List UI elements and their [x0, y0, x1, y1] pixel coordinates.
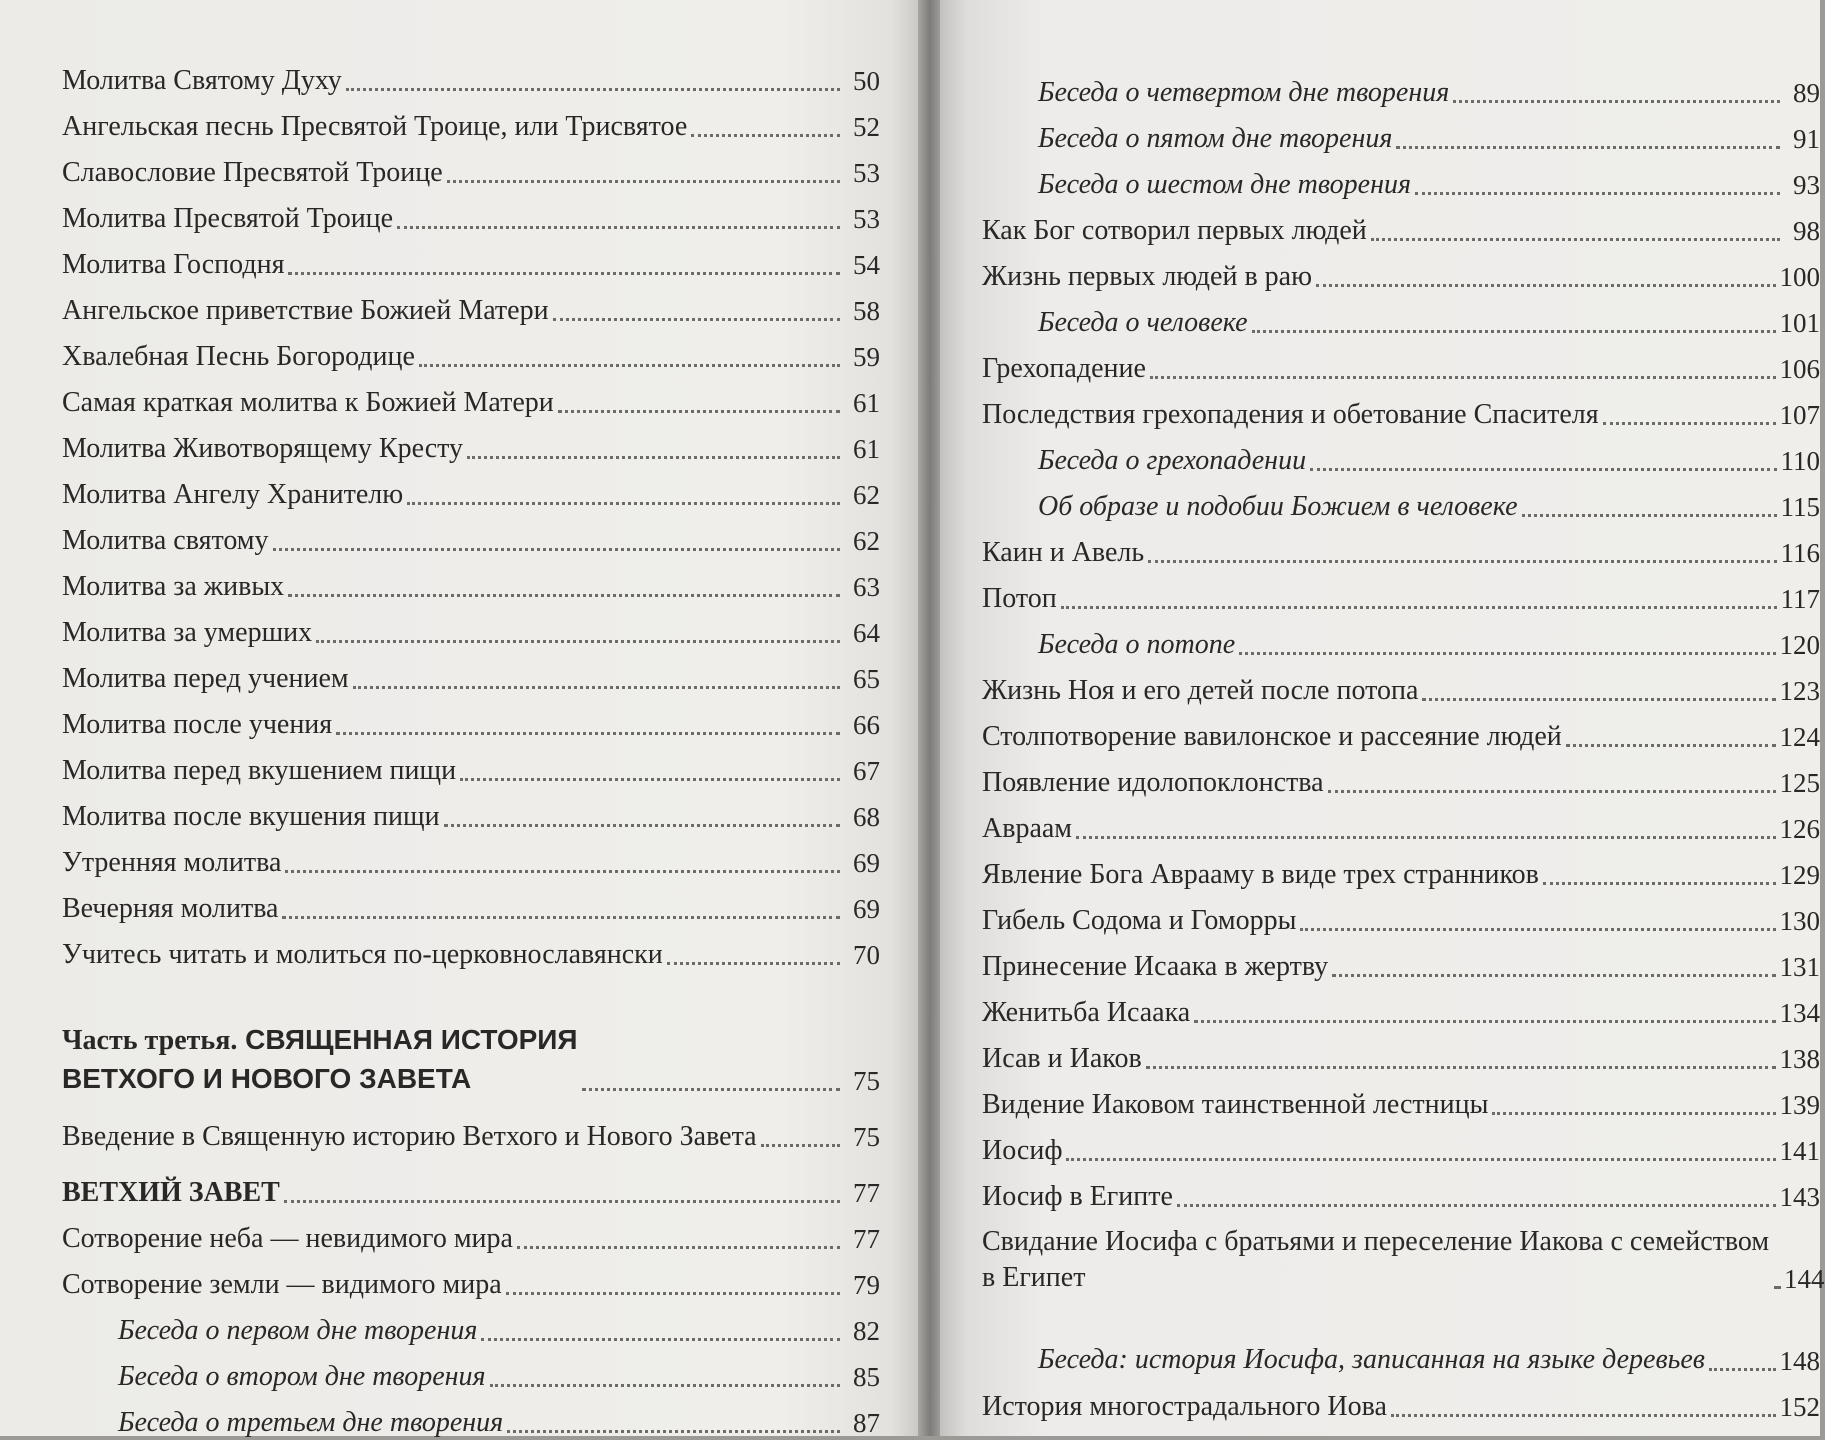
- entry-page-number: 130: [1779, 906, 1820, 936]
- toc-entry: [62, 466, 880, 512]
- entry-page-number: 66: [853, 710, 880, 740]
- toc-entry: [62, 1256, 880, 1302]
- entry-title: Ангельское приветствие Божией Матери: [62, 295, 549, 326]
- dot-leader: [419, 364, 840, 367]
- dot-leader: [1146, 1066, 1776, 1069]
- entry-title: Сотворение неба — невидимого мира: [62, 1223, 513, 1254]
- toc-entry: [982, 1378, 1820, 1424]
- dot-leader: [1148, 560, 1776, 563]
- dot-leader: [336, 732, 840, 735]
- entry-page-number: 68: [853, 802, 880, 832]
- entry-title: Жизнь Ноя и его детей после потопа: [982, 675, 1419, 706]
- dot-leader: [1774, 1286, 1780, 1289]
- entry-title: Введение в Священную историю Ветхого и Нового Завета: [62, 1121, 757, 1152]
- entry-page-number: 143: [1779, 1182, 1820, 1212]
- part-title: [62, 1021, 578, 1098]
- entry-page-number: 144: [1784, 1264, 1825, 1294]
- entry-title: Появление идолопоклонства: [982, 767, 1324, 798]
- entry-title: Молитва Животворящему Кресту: [62, 433, 463, 464]
- dot-leader: [761, 1144, 840, 1147]
- toc-entry: [982, 386, 1820, 432]
- toc-entry: [62, 98, 880, 144]
- dot-leader: [1522, 514, 1777, 517]
- entry-page-number: 58: [853, 296, 880, 326]
- dot-leader: [1328, 790, 1776, 793]
- entry-title: Беседа о грехопадении: [1038, 445, 1307, 476]
- dot-leader: [490, 1384, 840, 1387]
- toc-entry: [982, 202, 1820, 248]
- toc-entry: [62, 558, 880, 604]
- entry-page-number: 77: [853, 1224, 880, 1254]
- dot-leader: [444, 824, 840, 827]
- dot-leader: [517, 1246, 840, 1249]
- entry-title: Последствия грехопадения и обетование Спасителя: [982, 399, 1599, 430]
- toc-entry: [62, 788, 880, 834]
- entry-page-number: 141: [1779, 1136, 1820, 1166]
- toc-entry: [62, 742, 880, 788]
- toc-entry: [62, 328, 880, 374]
- dot-leader: [1310, 468, 1776, 471]
- entry-title: Беседа о первом дне творения: [118, 1315, 478, 1346]
- entry-page-number: 138: [1779, 1044, 1820, 1074]
- entry-page-number: 62: [853, 480, 880, 510]
- entry-page-number: 110: [1780, 446, 1820, 476]
- entry-title: Молитва Ангелу Хранителю: [62, 479, 404, 510]
- entry-page-number: 61: [853, 434, 880, 464]
- entry-page-number: 123: [1779, 676, 1820, 706]
- dot-leader: [467, 456, 840, 459]
- entry-title: Утренняя молитва: [62, 847, 282, 878]
- toc-entry: [62, 650, 880, 696]
- entry-title: Молитва Пресвятой Троице: [62, 203, 394, 234]
- part-title-line2: ВЕТХОГО И НОВОГО ЗАВЕТА: [62, 1063, 472, 1094]
- entry-title: Как Бог сотворил первых людей: [982, 215, 1367, 246]
- entry-page-number: 53: [853, 158, 880, 188]
- entry-page-number: 106: [1779, 354, 1820, 384]
- dot-leader: [284, 1200, 840, 1203]
- entry-page-number: 59: [853, 342, 880, 372]
- dot-leader: [691, 134, 840, 137]
- entry-page-number: 82: [853, 1316, 880, 1346]
- left-toc: [62, 52, 880, 1440]
- dot-leader: [1415, 192, 1780, 195]
- entry-title: Беседа: история Иосифа, записанная на языке деревьев: [1038, 1344, 1705, 1375]
- toc-entry: [982, 1076, 1820, 1122]
- entry-title: Молитва после учения: [62, 709, 333, 740]
- entry-title: Молитва за живых: [62, 571, 285, 602]
- entry-title: Принесение Исаака в жертву: [982, 951, 1329, 982]
- dot-leader: [1177, 1204, 1776, 1207]
- entry-page-number: 115: [1780, 492, 1820, 522]
- entry-page-number: 101: [1779, 308, 1820, 338]
- entry-page-number: 85: [853, 1362, 880, 1392]
- toc-entry: [62, 1394, 880, 1440]
- toc-entry: [62, 190, 880, 236]
- part-heading: [62, 1006, 880, 1098]
- toc-entry: [982, 708, 1820, 754]
- entry-page-number: 50: [853, 66, 880, 96]
- toc-entry: [62, 282, 880, 328]
- toc-entry: [982, 1296, 1820, 1378]
- entry-page-number: 64: [853, 618, 880, 648]
- toc-entry: [982, 662, 1820, 708]
- entry-title: Сотворение земли — видимого мира: [62, 1269, 502, 1300]
- entry-page-number: 79: [853, 1270, 880, 1300]
- entry-title: Жизнь первых людей в раю: [982, 261, 1313, 292]
- entry-page-number: 120: [1779, 630, 1820, 660]
- entry-page-number: 77: [853, 1178, 880, 1208]
- entry-title: Учитесь читать и молиться по-церковнославянски: [62, 939, 663, 970]
- entry-page-number: 67: [853, 756, 880, 786]
- entry-page-number: 116: [1780, 538, 1820, 568]
- dot-leader: [1061, 606, 1777, 609]
- entry-title: Иосиф в Египте: [982, 1181, 1173, 1212]
- toc-entry: [62, 236, 880, 282]
- entry-title: Женитьба Исаака: [982, 997, 1191, 1028]
- entry-title: Молитва перед учением: [62, 663, 349, 694]
- dot-leader: [1492, 1112, 1775, 1115]
- toc-entry: [982, 156, 1820, 202]
- entry-title: Авраам: [982, 813, 1073, 844]
- toc-entry: [982, 340, 1820, 386]
- entry-title: Беседа о четвертом дне творения: [1038, 77, 1450, 108]
- entry-page-number: 124: [1779, 722, 1820, 752]
- toc-entry: [982, 616, 1820, 662]
- entry-page-number: 61: [853, 388, 880, 418]
- toc-entry: [62, 1210, 880, 1256]
- entry-title: Беседа о человеке: [1038, 307, 1248, 338]
- entry-title: Беседа о третьем дне творения: [118, 1407, 504, 1438]
- entry-page-number: 89: [1793, 78, 1820, 108]
- entry-title: Видение Иаковом таинственной лестницы: [982, 1089, 1489, 1120]
- dot-leader: [285, 870, 840, 873]
- intro-entry: [62, 1108, 880, 1154]
- dot-leader: [553, 318, 840, 321]
- toc-entry: [62, 696, 880, 742]
- entry-page-number: 75: [853, 1122, 880, 1152]
- entry-page-number: 125: [1779, 768, 1820, 798]
- toc-entry: [982, 248, 1820, 294]
- entry-title: Иосиф: [982, 1135, 1063, 1166]
- toc-entry: [982, 524, 1820, 570]
- toc-entry: [62, 512, 880, 558]
- toc-entry: [982, 294, 1820, 340]
- entry-page-number: 129: [1779, 860, 1820, 890]
- dot-leader: [407, 502, 840, 505]
- toc-entry: [982, 64, 1820, 110]
- dot-leader: [288, 272, 840, 275]
- entry-title: Молитва Господня: [62, 249, 285, 280]
- dot-leader: [1396, 146, 1780, 149]
- toc-entry: [982, 846, 1820, 892]
- toc-entry: [62, 52, 880, 98]
- dot-leader: [397, 226, 840, 229]
- dot-leader: [506, 1292, 840, 1295]
- entry-title: Славословие Пресвятой Троице: [62, 157, 443, 188]
- entry-title: Молитва святому: [62, 525, 269, 556]
- entry-title: Об образе и подобии Божием в человеке: [1038, 491, 1518, 522]
- entry-title: Грехопадение: [982, 353, 1146, 384]
- toc-entry: [982, 754, 1820, 800]
- dot-leader: [1391, 1414, 1776, 1417]
- dot-leader: [507, 1430, 840, 1433]
- entry-title: Вечерняя молитва: [62, 893, 279, 924]
- entry-title: Беседа о потопе: [1038, 629, 1236, 660]
- dot-leader: [447, 180, 840, 183]
- dot-leader: [1422, 698, 1775, 701]
- entry-page-number: 70: [853, 940, 880, 970]
- entry-page-number: 53: [853, 204, 880, 234]
- entry-page-number: 148: [1779, 1346, 1820, 1376]
- dot-leader: [1150, 376, 1776, 379]
- entry-title: Каин и Авель: [982, 537, 1145, 568]
- entry-page-number: 134: [1779, 998, 1820, 1028]
- entry-title: Ангельская песнь Пресвятой Троице, или Трисвятое: [62, 111, 688, 142]
- dot-leader: [1566, 744, 1776, 747]
- entry-page-number: 62: [853, 526, 880, 556]
- toc-entry: [982, 1122, 1820, 1168]
- toc-entry: [62, 880, 880, 926]
- part-title-line1: СВЯЩЕННАЯ ИСТОРИЯ: [245, 1024, 578, 1055]
- entry-title: Свидание Иосифа с братьями и переселение Иакова с семейством в Египет: [982, 1226, 1770, 1293]
- dot-leader: [1316, 284, 1775, 287]
- toc-entry: [982, 892, 1820, 938]
- entry-title: ВЕТХИЙ ЗАВЕТ: [62, 1177, 280, 1208]
- entry-title: Хвалебная Песнь Богородице: [62, 341, 415, 372]
- entry-title: Молитва после вкушения пищи: [62, 801, 440, 832]
- entry-page-number: 98: [1793, 216, 1820, 246]
- toc-entry: [62, 420, 880, 466]
- dot-leader: [667, 962, 840, 965]
- toc-entry: [62, 834, 880, 880]
- dot-leader: [1252, 330, 1776, 333]
- right-page: [940, 0, 1825, 1436]
- dot-leader: [1709, 1368, 1776, 1371]
- part-lead: Часть третья.: [62, 1025, 238, 1056]
- entry-page-number: 131: [1779, 952, 1820, 982]
- entry-page-number: 69: [853, 894, 880, 924]
- entry-title: Столпотворение вавилонское и рассеяние людей: [982, 721, 1562, 752]
- dot-leader: [1066, 1158, 1775, 1161]
- entry-title: Беседа о втором дне творения: [118, 1361, 486, 1392]
- entry-title: Явление Бога Аврааму в виде трех странников: [982, 859, 1539, 890]
- entry-title: Потоп: [982, 583, 1057, 614]
- dot-leader: [316, 640, 840, 643]
- toc-entry: [62, 144, 880, 190]
- dot-leader: [1371, 238, 1780, 241]
- entry-page-number: 52: [853, 112, 880, 142]
- entry-page-number: 100: [1779, 262, 1820, 292]
- book-gutter: [918, 0, 942, 1436]
- entry-title: Беседа о пятом дне творения: [1038, 123, 1393, 154]
- toc-entry: [62, 604, 880, 650]
- entry-page-number: 69: [853, 848, 880, 878]
- dot-leader: [1453, 100, 1780, 103]
- right-toc: [982, 64, 1825, 1424]
- dot-leader: [1543, 882, 1776, 885]
- entry-title: Молитва Святому Духу: [62, 65, 342, 96]
- entry-page-number: 126: [1779, 814, 1820, 844]
- entry-page-number: 91: [1793, 124, 1820, 154]
- entry-title: История многострадального Иова: [982, 1391, 1387, 1422]
- dot-leader: [1300, 928, 1775, 931]
- section-heading: [62, 1164, 880, 1210]
- dot-leader: [1239, 652, 1775, 655]
- entry-title: Гибель Содома и Гоморры: [982, 905, 1297, 936]
- dot-leader: [1603, 422, 1776, 425]
- entry-title: Молитва за умерших: [62, 617, 313, 648]
- toc-entry: [62, 1348, 880, 1394]
- entry-page-number: 139: [1779, 1090, 1820, 1120]
- dot-leader: [353, 686, 840, 689]
- toc-entry: [982, 110, 1820, 156]
- entry-page-number: 93: [1793, 170, 1820, 200]
- toc-entry: [982, 800, 1820, 846]
- dot-leader: [460, 778, 840, 781]
- entry-page-number: 107: [1779, 400, 1820, 430]
- entry-page-number: 87: [853, 1408, 880, 1438]
- dot-leader: [1076, 836, 1775, 839]
- dot-leader: [558, 410, 840, 413]
- entry-page-number: 63: [853, 572, 880, 602]
- dot-leader: [481, 1338, 840, 1341]
- toc-entry: [62, 1302, 880, 1348]
- toc-entry: [982, 432, 1820, 478]
- entry-page-number: 117: [1780, 584, 1820, 614]
- spacer: [62, 1098, 880, 1108]
- toc-entry: [982, 570, 1820, 616]
- toc-entry: [982, 984, 1820, 1030]
- dot-leader: [1194, 1020, 1775, 1023]
- entry-title: Самая краткая молитва к Божией Матери: [62, 387, 554, 418]
- dot-leader: [346, 88, 840, 91]
- toc-entry: [982, 478, 1820, 524]
- toc-entry: [62, 926, 880, 972]
- spacer: [62, 1154, 880, 1164]
- entry-title: Беседа о шестом дне творения: [1038, 169, 1411, 200]
- entry-page-number: 65: [853, 664, 880, 694]
- dot-leader: [288, 594, 840, 597]
- toc-entry: [982, 1214, 1825, 1296]
- entry-page-number: 54: [853, 250, 880, 280]
- dot-leader: [1332, 974, 1775, 977]
- entry-page-number: 75: [853, 1066, 880, 1096]
- dot-leader: [282, 916, 840, 919]
- toc-entry: [62, 374, 880, 420]
- dot-leader: [273, 548, 840, 551]
- toc-entry: [982, 1168, 1820, 1214]
- toc-entry: [982, 1030, 1820, 1076]
- toc-entry: [982, 938, 1820, 984]
- entry-title: Исав и Иаков: [982, 1043, 1142, 1074]
- dot-leader: [582, 1088, 840, 1091]
- entry-title: Молитва перед вкушением пищи: [62, 755, 457, 786]
- entry-page-number: 152: [1779, 1392, 1820, 1422]
